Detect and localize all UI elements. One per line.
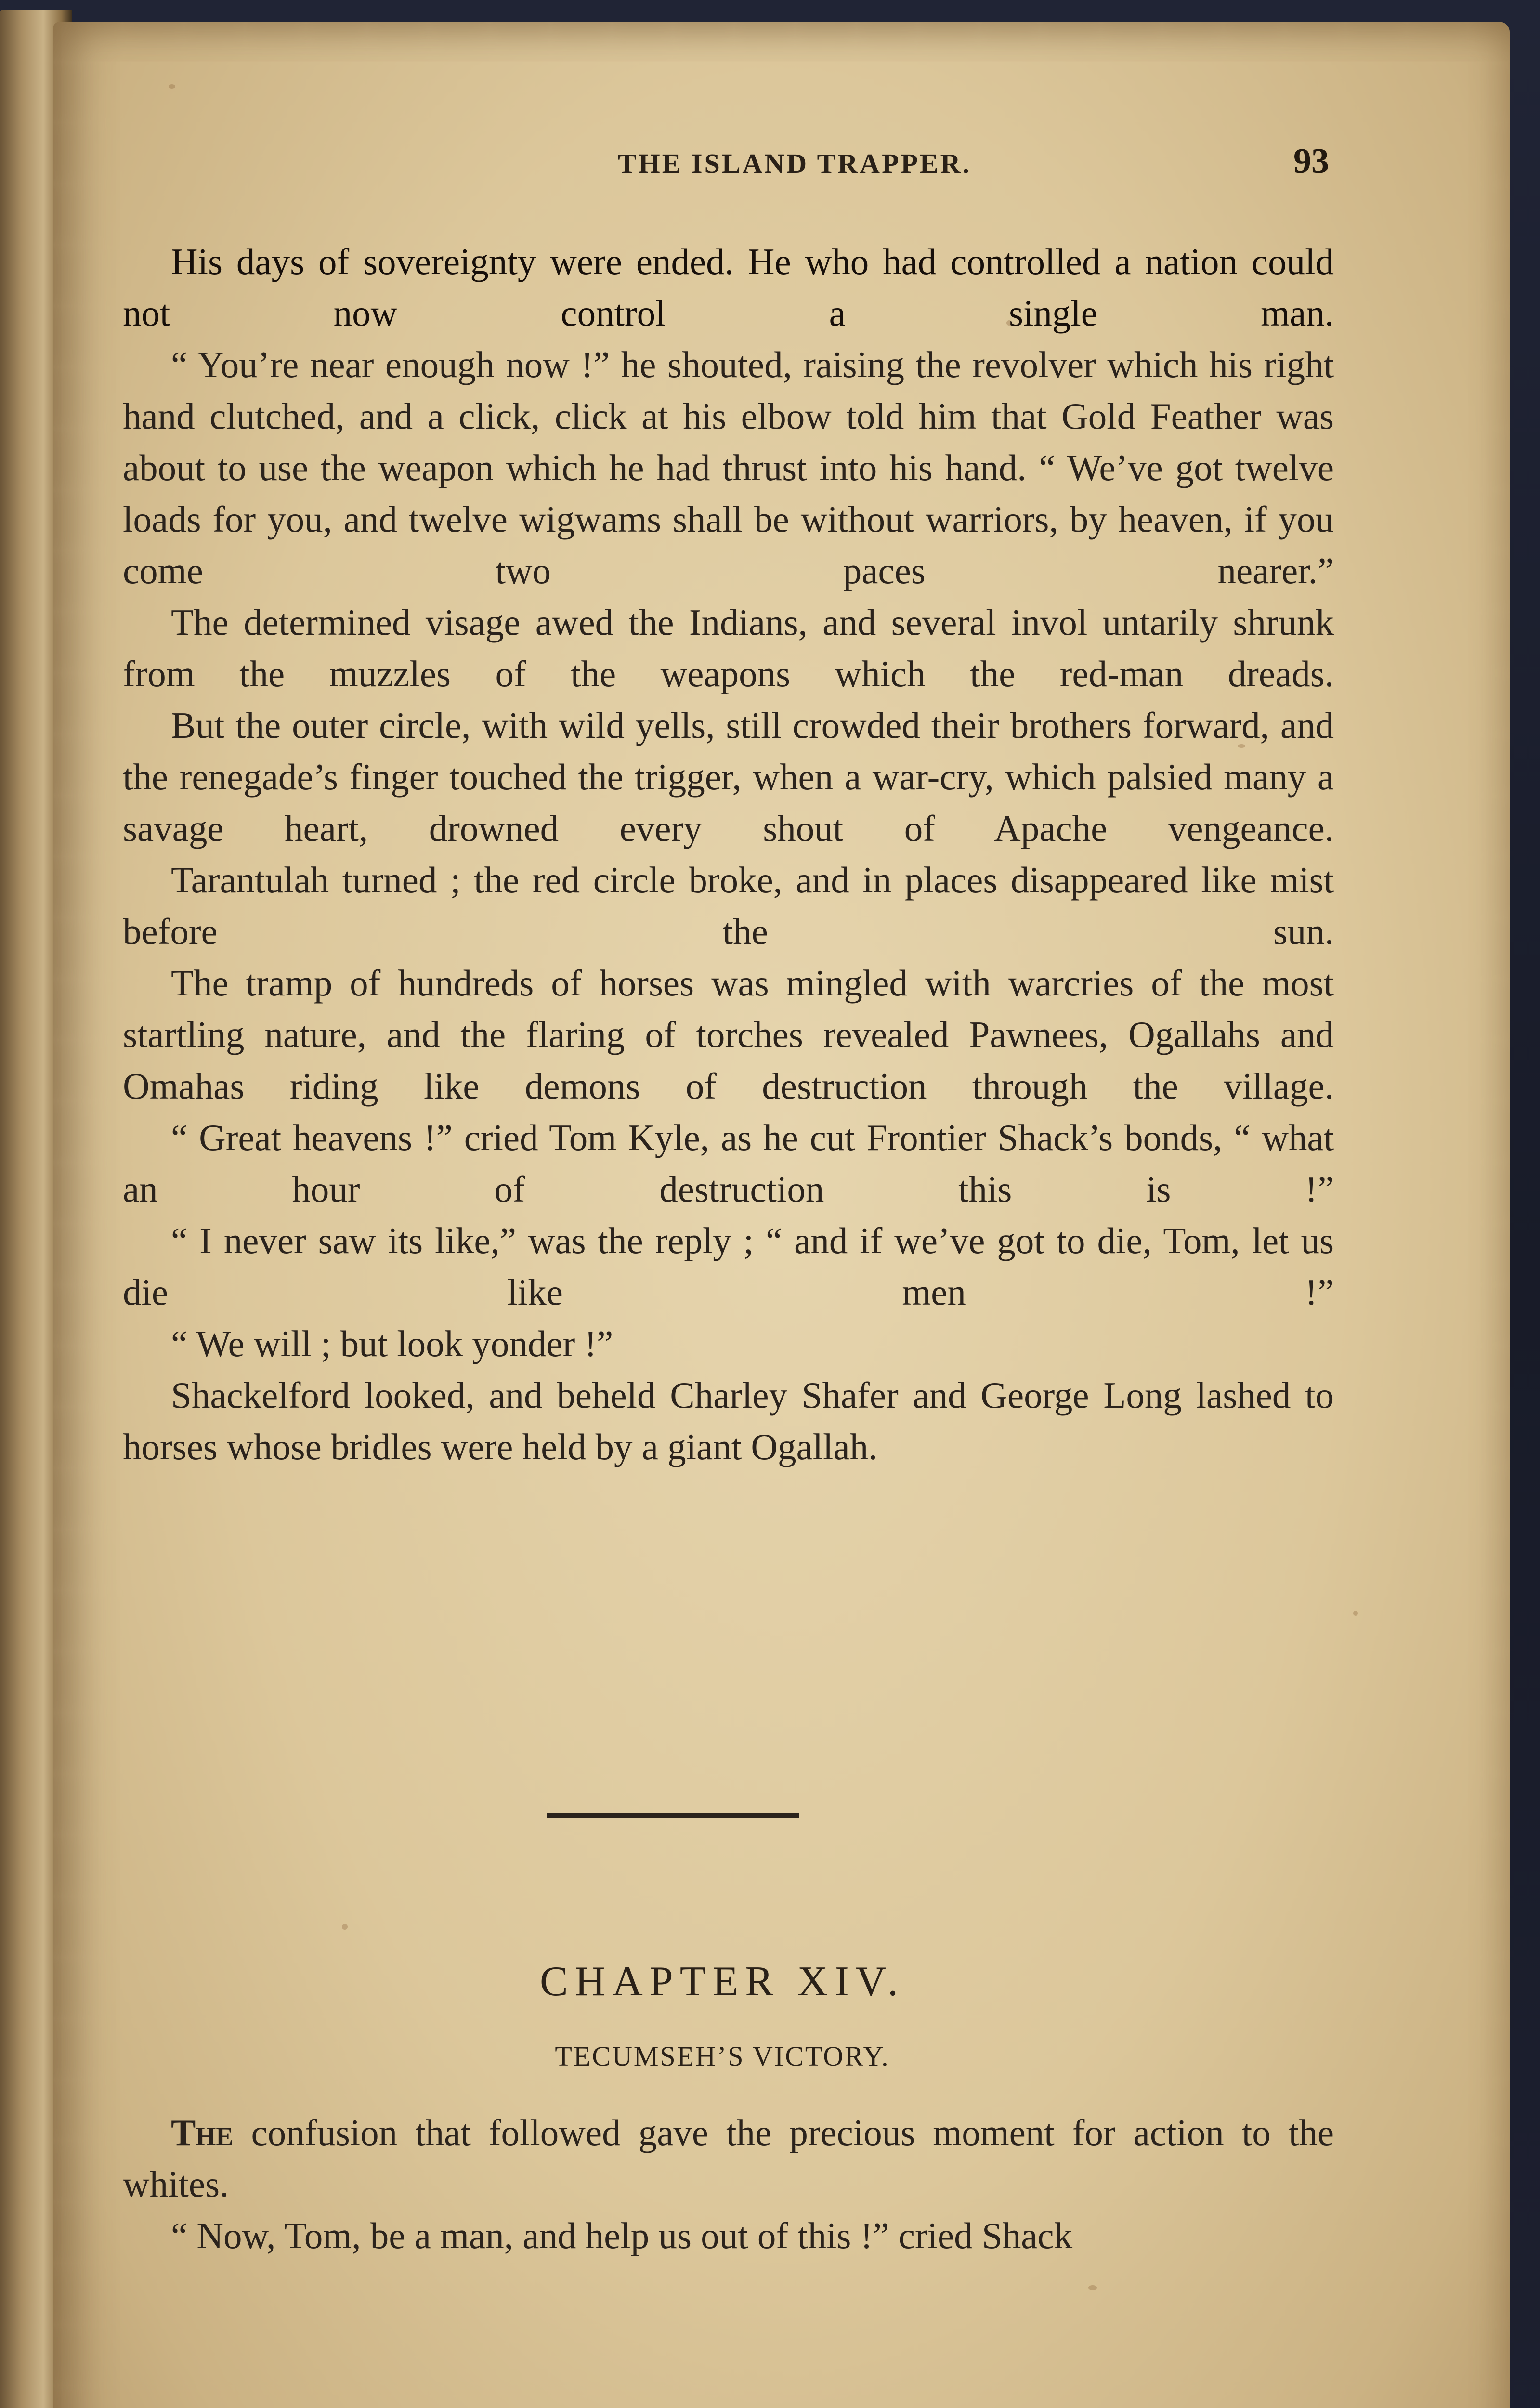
paragraph: “ Great heavens !” cried Tom Kyle, as he cut Frontier Shack’s bonds, “ what an hour of destruction this is !”: [123, 1117, 1334, 1210]
paragraph: “ I never saw its like,” was the reply ; “ and if we’ve got to die, Tom, let us die like men !”: [123, 1220, 1334, 1313]
paragraph: The tramp of hundreds of horses was mingled with warcries of the most startling nature, and the flaring of torches revealed Pawnees, Ogallahs and Omahas riding like demons of destruction through the village.: [123, 962, 1334, 1107]
chapter-text: [123, 2107, 1334, 2262]
running-head: THE ISLAND TRAPPER.: [618, 148, 971, 179]
chapter-title: CHAPTER XIV.: [539, 1958, 905, 2005]
paragraph: “ Now, Tom, be a man, and help us out of this !” cried Shack: [171, 2215, 1073, 2256]
paper-speck: [169, 84, 175, 89]
paper-speck: [342, 1924, 348, 1930]
paragraph: His days of sovereignty were ended. He who had controlled a nation could not now control a single man.: [123, 241, 1334, 334]
chapter-first-word: The: [171, 2112, 234, 2153]
paragraph: “ You’re near enough now !” he shouted, raising the revolver which his right hand clutched, and a click, click at his elbow told him that Gold Feather was about to use the weapon which he had thrust into his hand. “ We’ve got twelve loads for you, and twelve wigwams shall be without warriors, by heaven, if you come two paces nearer.”: [123, 344, 1334, 591]
paragraph: Tarantulah turned ; the red circle broke, and in places disappeared like mist before the sun.: [123, 859, 1334, 952]
paragraph: [123, 2107, 1334, 2210]
paragraph: But the outer circle, with wild yells, still crowded their brothers forward, and the renegade’s finger touched the trigger, when a war-cry, which palsied many a savage heart, drowned every shout of Apache vengeance.: [123, 705, 1334, 849]
chapter-subtitle: TECUMSEH’S VICTORY.: [555, 2041, 890, 2072]
paper-speck: [1088, 2285, 1097, 2290]
body-text: [123, 236, 1334, 1473]
paper-speck: [1353, 1611, 1358, 1616]
paragraph-rest: confusion that followed gave the precious moment for action to the whites.: [123, 2112, 1334, 2205]
paragraph: The determined visage awed the Indians, and several invol untarily shrunk from the muzzles of the weapons which the red-man dreads.: [123, 602, 1334, 694]
section-divider: [547, 1813, 799, 1818]
page-number: 93: [1293, 142, 1329, 181]
paragraph: “ We will ; but look yonder !”: [171, 1323, 613, 1364]
paragraph: Shackelford looked, and beheld Charley Shafer and George Long lashed to horses whose bridles were held by a giant Ogallah.: [123, 1374, 1334, 1467]
